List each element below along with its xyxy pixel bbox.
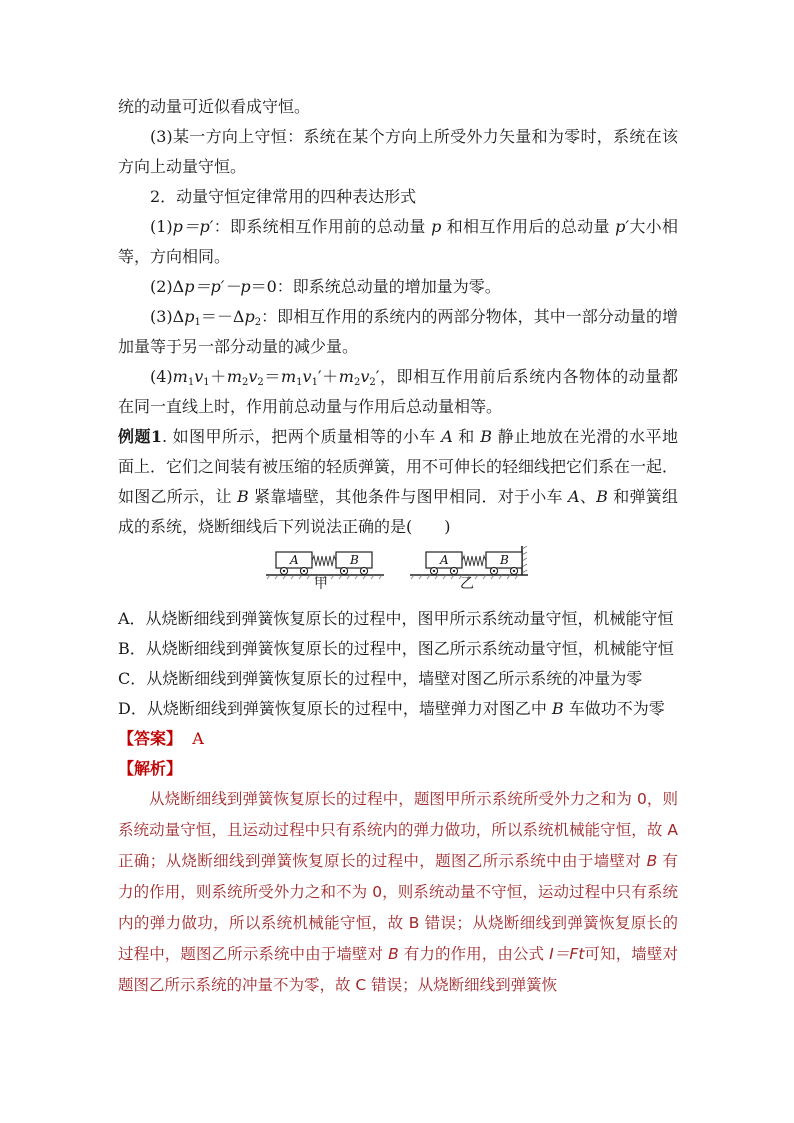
example-label: 例题1 [118, 427, 163, 446]
figure-label-jia: 甲 [314, 576, 328, 592]
page-content [118, 92, 678, 1001]
cart-a-label: A [290, 553, 299, 567]
cart-diagram [266, 546, 534, 580]
answer-label: 【答案】 [118, 729, 183, 748]
analysis-label: 【解析】 [118, 759, 183, 778]
formula-4: $(4)m_1v_1+m_2v_2=m_1v_1'+m_2v_2'$，即相互作用前后系统内各物体的动量都在同一直线上时，作用前总动量与作用后总动量相等。 [118, 367, 678, 416]
cart-b-label: B [350, 553, 359, 567]
spring-jia [312, 556, 336, 566]
option-a: A．从烧断细线到弹簧恢复原长的过程中，图甲所示系统动量守恒，机械能守恒 [118, 609, 674, 628]
analysis-text: 从烧断细线到弹簧恢复原长的过程中，题图甲所示系统所受外力之和为 0，则系统动量守恒，且运动过程中只有系统内的弹力做功，所以系统机械能守恒，故 A 正确；从烧断细线到弹簧恢复原长的过程中，题图乙所示系统中由于墙壁对 B 有力的作用，则系统所受外力之和不为 0，则系统动量不守恒，运动过程中只有系统内的弹力做功，所以系统机械能守恒，故 B 错误；从烧断细线到弹簧恢复原长的过程中，题图乙所示系统中由于墙壁对 B 有力的作用，由公式 I＝Ft可知，墙壁对题图乙所示系统的冲量不为零，故 C 错误；从烧断细线到弹簧恢 [118, 790, 678, 994]
formula-2: (2)Δp＝p′－p＝0：即系统总动量的增加量为零。 [150, 277, 501, 296]
option-c: C．从烧断细线到弹簧恢复原长的过程中，墙壁对图乙所示系统的冲量为零 [118, 669, 643, 688]
formula-1: (1)p＝p′：即系统相互作用前的总动量 p 和相互作用后的总动量 p′大小相等，方向相同。 [118, 217, 678, 266]
figure-label-yi: 乙 [460, 576, 474, 592]
option-b: B．从烧断细线到弹簧恢复原长的过程中，图乙所示系统动量守恒，机械能守恒 [118, 639, 674, 658]
answer-line [118, 724, 678, 754]
cart-a-label-yi: A [440, 553, 449, 567]
option-d: D．从烧断细线到弹簧恢复原长的过程中，墙壁弹力对图乙中 B 车做功不为零 [118, 699, 665, 718]
cart-b-label-yi: B [500, 553, 509, 567]
section-heading: 2．动量守恒定律常用的四种表达形式 [150, 187, 417, 206]
figure-yi [410, 546, 528, 579]
answer-value: A [192, 729, 204, 748]
example-question: 例题1. 如图甲所示，把两个质量相等的小车 A 和 B 静止地放在光滑的水平地面上．它们之间装有被压缩的轻质弹簧，用不可伸长的轻细线把它们系在一起．如图乙所示，让 B 紧靠墙壁，其他条件与图甲相同．对于小车 A、B 和弹簧组成的系统，烧断细线后下列说法正确的是( ) [118, 427, 679, 536]
paragraph-direction-conservation: (3)某一方向上守恒：系统在某个方向上所受外力矢量和为零时，系统在该方向上动量守恒。 [118, 127, 678, 176]
cart-spring-figure [118, 544, 678, 602]
spring-yi [462, 556, 486, 566]
analysis-label-line [118, 754, 678, 784]
figure-jia [266, 552, 384, 579]
formula-3: $(3)\Delta p_1=-\Delta p_2$：即相互作用的系统内的两部分物体，其中一部分动量的增加量等于另一部分动量的减少量。 [118, 307, 678, 356]
paragraph-continuation: 统的动量可近似看成守恒。 [118, 97, 311, 116]
